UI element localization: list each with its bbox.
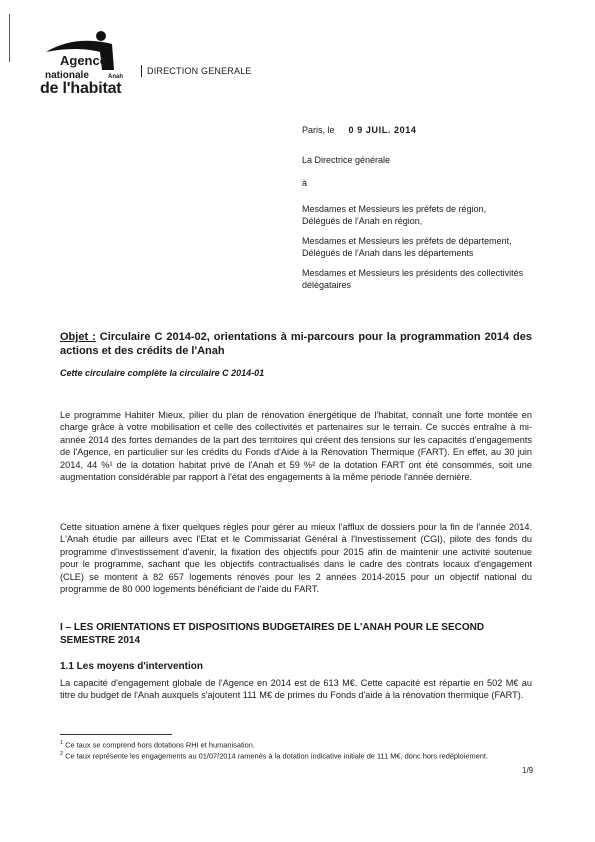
recipient-line: Délégués de l'Anah en région,: [302, 215, 423, 226]
addressee-preposition: à: [302, 178, 308, 188]
paragraph-capacity: La capacité d'engagement globale de l'Agence en 2014 est de 613 M€. Cette capacité est répartie en 502 M€ au titre du budget de l'Anah auxquels s'ajoutent 111 M€ de primes du Fonds d'aide à la rénovation thermique (FART).: [60, 678, 532, 701]
sender-title: La Directrice générale: [302, 155, 391, 165]
recipient-line: Mesdames et Messieurs les présidents des collectivités: [302, 268, 524, 278]
paragraph-intro: Le programme Habiter Mieux, pilier du plan de rénovation énergétique de l'habitat, connaît une forte montée en charge grâce à votre mobilisation et celle des collectivités et partenaires sur le terrain. Ce succès entraîne à mi-année 2014 des fortes demandes de la part des territoires qui créent des tensions sur les capacités d'engagements de l'Agence, en particulier sur les crédits du Fonds d'Aide à la Rénovation Thermique (FART). En effet, au 30 juin 2014, 44 %¹ de la dotation habitat privé de l'Anah et 59 %² de la dotation FART ont été consommés, soit une augmentation considérable par rapport à l'état des engagements à la même période l'année dernière.: [60, 410, 532, 483]
subsection-title: 1.1 Les moyens d'intervention: [60, 661, 203, 672]
subject-text: Circulaire C 2014-02, orientations à mi-parcours pour la programmation 2014 des actions et des crédits de l'Anah: [60, 331, 532, 357]
subject-line: [60, 330, 532, 358]
agency-logo: [40, 30, 135, 102]
dateline-date: 0 9 JUIL. 2014: [348, 125, 417, 135]
logo-text-agence: Agence: [60, 53, 107, 68]
subject-label: Objet :: [60, 331, 96, 343]
page-number: 1/9: [522, 766, 534, 775]
footnote-text: Ce taux représente les engagements au 01/07/2014 ramenés à la dotation indicative initiale de 111 M€, donc hors redéploiement.: [65, 751, 489, 761]
dateline-city: Paris, le: [302, 125, 335, 135]
recipient-block-collectivities: [302, 268, 542, 291]
logo-text-nationale: nationale: [45, 70, 89, 81]
recipient-line: délégataires: [302, 279, 352, 290]
dateline: [302, 125, 416, 135]
logo-text-habitat: de l'habitat: [40, 80, 122, 97]
footnote-number: 2: [60, 751, 64, 757]
footnote-number: 1: [60, 740, 64, 746]
footnote-divider: [60, 734, 172, 735]
directorate-label: DIRECTION GENERALE: [147, 66, 252, 76]
recipient-block-department: [302, 236, 542, 259]
footnote-1: [60, 739, 540, 750]
complement-note: Cette circulaire complète la circulaire C 2014-01: [60, 368, 265, 378]
recipient-line: Mesdames et Messieurs les préfets de département,: [302, 236, 512, 246]
recipient-block-region: [302, 204, 542, 227]
footnote-2: [60, 750, 540, 761]
recipient-line: Délégués de l'Anah dans les départements: [302, 247, 474, 258]
scan-edge-mark: [9, 14, 10, 62]
recipient-line: Mesdames et Messieurs les préfets de région,: [302, 204, 487, 214]
logo-text-anah: Anah: [108, 74, 123, 80]
footnote-text: Ce taux se comprend hors dotations RHI et humanisation.: [65, 740, 255, 750]
section-title: I – LES ORIENTATIONS ET DISPOSITIONS BUDGETAIRES DE L'ANAH POUR LE SECOND SEMESTRE 2014: [60, 622, 485, 646]
paragraph-situation: Cette situation amène à fixer quelques règles pour gérer au mieux l'afflux de dossiers pour la fin de l'année 2014. L'Anah étudie par ailleurs avec l'Etat et le Commissariat Général à l'Investissement (CGI), pilote des fonds du programme d'investissement d'avenir, la fixation des objectifs pour 2015 afin de maintenir une activité soutenue pour le programme, sachant que les objectifs contractualisés dans le cadre des contrats locaux d'engagement (CLE) se montent à 82 657 logements rénovés pour les 2 années 2014-2015 pour un objectif national du programme de 80 000 logements bénéficiant de l'aide du FART.: [60, 522, 532, 595]
